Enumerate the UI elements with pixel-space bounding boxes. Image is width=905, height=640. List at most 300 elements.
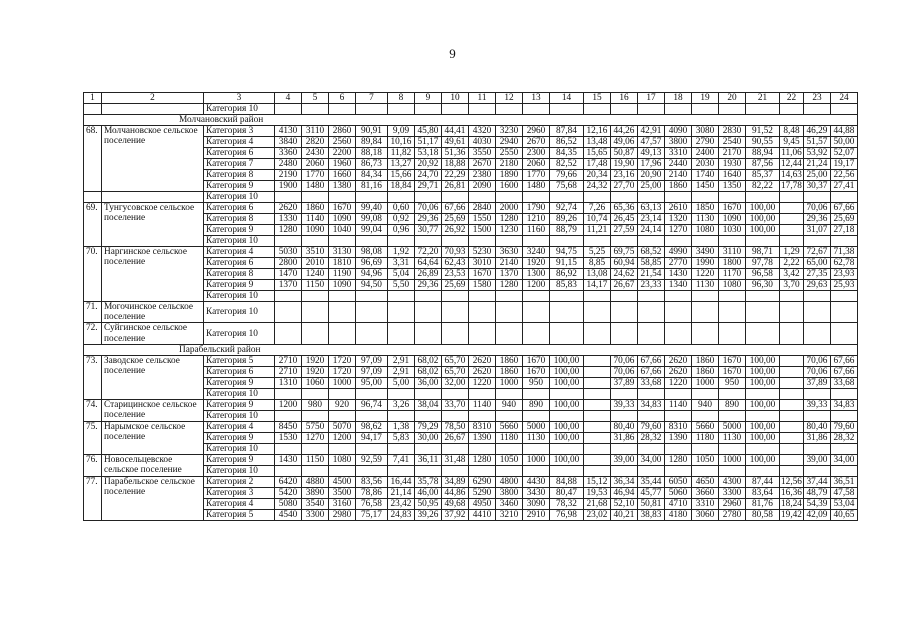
value-cell: 940 [496,399,523,410]
value-cell: 46,29 [804,126,831,137]
value-cell [442,291,469,302]
value-cell: 8,48 [780,126,804,137]
value-cell: 9,09 [388,126,415,137]
value-cell [719,465,746,476]
value-cell [804,302,831,323]
value-cell: 19,17 [831,159,858,170]
empty-cell [102,104,204,115]
value-cell: 87,44 [746,476,780,487]
value-cell: 21,54 [638,269,665,280]
value-cell [550,236,584,247]
table-row [84,399,858,410]
row-number: 71. [84,302,102,323]
value-cell: 2620 [665,366,692,377]
value-cell: 1640 [719,170,746,181]
value-cell: 1170 [719,269,746,280]
value-cell: 53,04 [831,498,858,509]
value-cell: 15,65 [584,148,611,159]
value-cell [780,192,804,203]
value-cell [329,388,356,399]
category-label: Категория 6 [204,258,275,269]
value-cell: 1530 [275,432,302,443]
value-cell [780,323,804,344]
value-cell [831,443,858,454]
value-cell: 3300 [719,487,746,498]
value-cell [415,291,442,302]
value-cell [780,465,804,476]
value-cell: 1140 [302,214,329,225]
value-cell: 2940 [496,137,523,148]
value-cell: 48,79 [804,487,831,498]
value-cell: 3490 [692,247,719,258]
category-label: Категория 3 [204,126,275,137]
value-cell: 1920 [302,366,329,377]
value-cell: 8,85 [584,258,611,269]
value-cell: 2620 [275,203,302,214]
value-cell [638,104,665,115]
value-cell [638,236,665,247]
value-cell: 1660 [329,170,356,181]
value-cell [523,443,550,454]
value-cell: 99,04 [356,225,388,236]
column-number: 11 [469,93,496,104]
value-cell: 1210 [523,214,550,225]
value-cell [388,465,415,476]
value-cell [415,388,442,399]
value-cell: 2830 [719,126,746,137]
value-cell: 1860 [692,355,719,366]
value-cell: 34,00 [831,454,858,465]
value-cell: 3300 [302,509,329,520]
value-cell: 2620 [469,355,496,366]
value-cell: 25,93 [831,280,858,291]
value-cell [638,443,665,454]
value-cell [719,410,746,421]
value-cell: 890 [719,399,746,410]
value-cell [692,192,719,203]
value-cell: 54,39 [804,498,831,509]
column-number: 6 [329,93,356,104]
value-cell: 29,63 [804,280,831,291]
value-cell: 91,15 [550,258,584,269]
district-label: Молчановский район [84,115,858,126]
column-number: 16 [611,93,638,104]
value-cell: 100,00 [550,432,584,443]
value-cell: 72,20 [415,247,442,258]
value-cell [719,291,746,302]
value-cell: 1860 [692,366,719,377]
value-cell [780,377,804,388]
value-cell: 5070 [329,421,356,432]
value-cell [665,465,692,476]
value-cell: 34,89 [442,476,469,487]
value-cell: 53,92 [804,148,831,159]
value-cell [442,410,469,421]
value-cell: 4500 [329,476,356,487]
category-label: Категория 9 [204,280,275,291]
value-cell: 31,07 [804,225,831,236]
value-cell: 100,00 [550,377,584,388]
value-cell [442,302,469,323]
category-label: Категория 4 [204,137,275,148]
value-cell: 3080 [692,126,719,137]
value-cell [302,236,329,247]
value-cell: 2960 [523,126,550,137]
value-cell [746,465,780,476]
value-cell: 2000 [496,203,523,214]
value-cell: 3,31 [388,258,415,269]
value-cell: 1670 [719,366,746,377]
value-cell [275,302,302,323]
value-cell: 100,00 [746,377,780,388]
value-cell: 5290 [469,487,496,498]
settlement-name: Новосельцевское сельское поселение [102,454,204,476]
value-cell [638,323,665,344]
value-cell: 81,16 [356,181,388,192]
value-cell: 100,00 [746,214,780,225]
value-cell: 1340 [665,280,692,291]
column-number: 15 [584,93,611,104]
table-row [84,302,858,323]
value-cell [692,302,719,323]
value-cell: 3660 [692,487,719,498]
value-cell [804,291,831,302]
value-cell: 100,00 [746,399,780,410]
value-cell: 4180 [665,509,692,520]
value-cell: 27,59 [611,225,638,236]
value-cell: 28,32 [638,432,665,443]
table-row [84,323,858,344]
value-cell: 2610 [665,203,692,214]
value-cell [329,291,356,302]
column-number: 12 [496,93,523,104]
value-cell: 100,00 [550,355,584,366]
value-cell: 94,17 [356,432,388,443]
column-number: 14 [550,93,584,104]
value-cell: 3540 [302,498,329,509]
value-cell: 4800 [496,476,523,487]
value-cell: 65,00 [804,258,831,269]
value-cell: 1180 [496,432,523,443]
value-cell: 70,06 [804,203,831,214]
value-cell: 1480 [302,181,329,192]
value-cell [831,236,858,247]
value-cell [523,410,550,421]
value-cell: 89,26 [550,214,584,225]
value-cell: 1270 [665,225,692,236]
value-cell: 37,92 [442,509,469,520]
category-label: Категория 8 [204,170,275,181]
value-cell: 68,52 [638,247,665,258]
value-cell: 79,60 [638,421,665,432]
value-cell [831,323,858,344]
value-cell: 25,69 [442,214,469,225]
value-cell: 2840 [469,203,496,214]
value-cell [356,291,388,302]
value-cell [442,236,469,247]
value-cell: 40,65 [831,509,858,520]
value-cell: 96,30 [746,280,780,291]
value-cell: 46,94 [611,487,638,498]
row-number: 68. [84,126,102,192]
value-cell: 44,88 [831,126,858,137]
value-cell: 67,66 [831,203,858,214]
value-cell [388,388,415,399]
table-row [84,192,858,203]
value-cell: 4030 [469,137,496,148]
value-cell: 1220 [469,377,496,388]
value-cell: 100,00 [746,432,780,443]
value-cell: 1920 [523,258,550,269]
empty-cell [102,192,204,203]
column-number: 5 [302,93,329,104]
value-cell: 1330 [275,214,302,225]
value-cell: 1,92 [388,247,415,258]
value-cell: 1280 [469,454,496,465]
value-cell: 75,68 [550,181,584,192]
value-cell: 16,36 [781,487,802,498]
value-cell: 14,63 [781,170,802,180]
value-cell: 4130 [275,126,302,137]
value-cell: 2670 [469,159,496,170]
value-cell: 2090 [469,181,496,192]
value-cell [780,410,804,421]
value-cell [496,192,523,203]
value-cell: 1050 [692,454,719,465]
value-cell: 72,67 [804,247,831,258]
value-cell: 2430 [302,148,329,159]
value-cell [746,302,780,323]
value-cell: 65,36 [611,203,638,214]
value-cell [584,465,611,476]
value-cell [780,454,804,465]
row-number: 77. [84,476,102,520]
category-label: Категория 7 [204,159,275,170]
value-cell [746,291,780,302]
value-cell: 26,67 [611,280,638,291]
value-cell: 1850 [692,203,719,214]
table-row [84,104,858,115]
value-cell [388,291,415,302]
value-cell: 11,21 [584,225,611,236]
value-cell: 49,06 [611,137,638,148]
value-cell [584,104,611,115]
value-cell: 36,34 [611,476,638,487]
value-cell [469,192,496,203]
value-cell: 88,94 [746,148,780,159]
value-cell: 67,66 [638,366,665,377]
value-cell: 84,34 [356,170,388,181]
value-cell: 1770 [302,170,329,181]
value-cell: 1280 [496,280,523,291]
value-cell [356,236,388,247]
value-cell [329,236,356,247]
value-cell: 2620 [665,355,692,366]
value-cell: 3160 [329,498,356,509]
value-cell [469,443,496,454]
value-cell: 25,69 [831,214,858,225]
value-cell: 20,34 [584,170,611,181]
settlement-name: Суйгинское сельское поселение [102,323,204,344]
value-cell: 5,83 [388,432,415,443]
value-cell: 88,18 [356,148,388,159]
value-cell: 76,58 [356,498,388,509]
value-cell: 3110 [719,247,746,258]
column-number: 19 [692,93,719,104]
value-cell: 1090 [719,214,746,225]
value-cell [638,192,665,203]
value-cell: 67,66 [831,355,858,366]
value-cell: 87,84 [550,126,584,137]
value-cell: 1220 [665,377,692,388]
value-cell [831,192,858,203]
value-cell: 1550 [469,214,496,225]
data-table [83,92,858,521]
value-cell: 1810 [329,258,356,269]
value-cell [550,302,584,323]
value-cell: 4950 [469,498,496,509]
value-cell: 100,00 [550,399,584,410]
value-cell: 27,35 [804,269,831,280]
value-cell: 3210 [496,509,523,520]
value-cell [275,236,302,247]
value-cell [523,465,550,476]
value-cell [780,366,804,377]
value-cell: 2300 [523,148,550,159]
value-cell: 1720 [329,355,356,366]
value-cell: 29,71 [415,181,442,192]
value-cell [302,104,329,115]
value-cell: 1430 [665,269,692,280]
value-cell: 2060 [523,159,550,170]
value-cell [469,465,496,476]
value-cell: 25,00 [638,181,665,192]
column-number: 10 [442,93,469,104]
value-cell: 27,18 [831,225,858,236]
value-cell [388,410,415,421]
value-cell: 2180 [496,159,523,170]
value-cell: 1920 [302,355,329,366]
value-cell [692,465,719,476]
category-label: Категория 9 [204,377,275,388]
value-cell [469,302,496,323]
value-cell: 1800 [719,258,746,269]
value-cell [415,323,442,344]
value-cell [356,388,388,399]
value-cell: 3240 [523,247,550,258]
row-number: 74. [84,399,102,421]
value-cell [584,454,611,465]
value-cell: 34,83 [638,399,665,410]
category-label: Категория 5 [204,509,275,520]
value-cell: 86,92 [550,269,584,280]
value-cell: 2060 [302,159,329,170]
category-label: Категория 10 [204,323,275,344]
value-cell: 67,66 [831,366,858,377]
value-cell: 1280 [496,214,523,225]
value-cell [780,399,804,410]
value-cell: 26,45 [611,214,638,225]
table-row [84,421,858,432]
value-cell [496,410,523,421]
value-cell: 11,82 [388,148,415,159]
value-cell [442,465,469,476]
value-cell: 70,06 [804,355,831,366]
value-cell [719,302,746,323]
value-cell: 36,51 [831,476,858,487]
value-cell [665,323,692,344]
value-cell: 60,94 [611,258,638,269]
value-cell [356,443,388,454]
value-cell: 24,70 [415,170,442,181]
district-row [84,115,858,126]
column-number: 21 [746,93,780,104]
value-cell: 1670 [719,203,746,214]
value-cell [719,236,746,247]
column-number: 9 [415,93,442,104]
value-cell: 13,27 [388,159,415,170]
row-number: 69. [84,203,102,247]
value-cell [611,291,638,302]
value-cell: 3,70 [780,280,804,291]
value-cell [692,443,719,454]
value-cell: 58,85 [638,258,665,269]
value-cell: 20,92 [415,159,442,170]
value-cell: 1280 [665,454,692,465]
value-cell: 2540 [719,137,746,148]
table-row [84,476,858,487]
value-cell: 78,32 [550,498,584,509]
value-cell: 2770 [665,258,692,269]
value-cell [665,104,692,115]
value-cell: 1090 [302,225,329,236]
value-cell: 83,56 [356,476,388,487]
value-cell: 940 [692,399,719,410]
category-label: Категория 10 [204,388,275,399]
value-cell: 21,14 [388,487,415,498]
value-cell: 1200 [275,399,302,410]
value-cell: 20,90 [638,170,665,181]
value-cell [469,388,496,399]
value-cell: 17,48 [584,159,611,170]
value-cell: 1450 [692,181,719,192]
value-cell [496,291,523,302]
value-cell [831,104,858,115]
value-cell: 3310 [692,498,719,509]
value-cell [550,104,584,115]
value-cell: 42,91 [638,126,665,137]
value-cell: 2,91 [388,366,415,377]
value-cell: 52,07 [831,148,858,159]
value-cell: 1,38 [388,421,415,432]
value-cell: 62,78 [831,258,858,269]
value-cell [584,443,611,454]
value-cell: 100,00 [746,454,780,465]
value-cell: 19,42 [781,509,802,520]
value-cell: 49,68 [442,498,469,509]
value-cell: 97,78 [746,258,780,269]
value-cell: 12,56 [781,476,802,487]
value-cell: 2190 [275,170,302,181]
value-cell: 1890 [496,170,523,181]
value-cell: 5000 [719,421,746,432]
column-number: 7 [356,93,388,104]
value-cell: 2790 [692,137,719,148]
value-cell [442,388,469,399]
value-cell: 1150 [302,454,329,465]
value-cell: 94,75 [550,247,584,258]
value-cell [523,323,550,344]
